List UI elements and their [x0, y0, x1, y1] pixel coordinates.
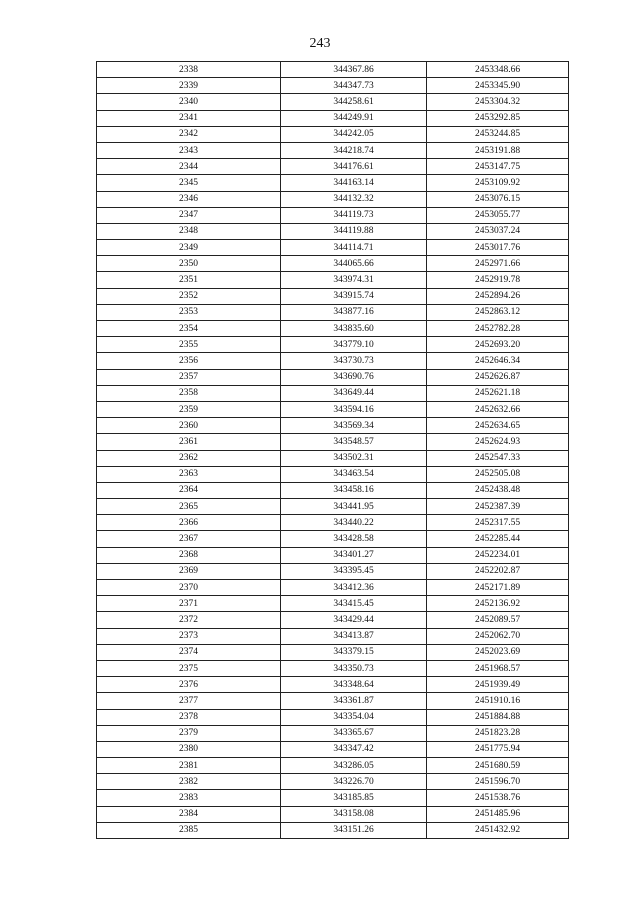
table-row	[97, 709, 569, 725]
point-number-cell: 2381	[97, 758, 281, 774]
y-coordinate-cell: 2452317.55	[427, 515, 569, 531]
table-row	[97, 94, 569, 110]
point-number-cell: 2371	[97, 596, 281, 612]
point-number-cell: 2375	[97, 660, 281, 676]
y-coordinate-cell: 2452547.33	[427, 450, 569, 466]
x-coordinate-cell: 343463.54	[281, 466, 427, 482]
y-coordinate-cell: 2453076.15	[427, 191, 569, 207]
y-coordinate-cell: 2452171.89	[427, 580, 569, 596]
y-coordinate-cell: 2452621.18	[427, 385, 569, 401]
x-coordinate-cell: 343286.05	[281, 758, 427, 774]
table-row	[97, 337, 569, 353]
y-coordinate-cell: 2452634.65	[427, 418, 569, 434]
y-coordinate-cell: 2451775.94	[427, 741, 569, 757]
y-coordinate-cell: 2452387.39	[427, 499, 569, 515]
point-number-cell: 2353	[97, 304, 281, 320]
y-coordinate-cell: 2453348.66	[427, 62, 569, 78]
y-coordinate-cell: 2453345.90	[427, 78, 569, 94]
x-coordinate-cell: 343350.73	[281, 660, 427, 676]
point-number-cell: 2373	[97, 628, 281, 644]
table-row	[97, 353, 569, 369]
x-coordinate-cell: 343779.10	[281, 337, 427, 353]
x-coordinate-cell: 343226.70	[281, 774, 427, 790]
table-row	[97, 191, 569, 207]
x-coordinate-cell: 343429.44	[281, 612, 427, 628]
point-number-cell: 2339	[97, 78, 281, 94]
y-coordinate-cell: 2453055.77	[427, 207, 569, 223]
y-coordinate-cell: 2452234.01	[427, 547, 569, 563]
point-number-cell: 2372	[97, 612, 281, 628]
x-coordinate-cell: 344176.61	[281, 159, 427, 175]
table-row	[97, 207, 569, 223]
x-coordinate-cell: 344065.66	[281, 256, 427, 272]
point-number-cell: 2364	[97, 482, 281, 498]
point-number-cell: 2379	[97, 725, 281, 741]
x-coordinate-cell: 344114.71	[281, 240, 427, 256]
y-coordinate-cell: 2451939.49	[427, 677, 569, 693]
y-coordinate-cell: 2453191.88	[427, 142, 569, 158]
table-row	[97, 159, 569, 175]
table-row	[97, 450, 569, 466]
y-coordinate-cell: 2452919.78	[427, 272, 569, 288]
table-row	[97, 644, 569, 660]
coordinates-table	[96, 61, 569, 839]
table-row	[97, 677, 569, 693]
table-row	[97, 790, 569, 806]
x-coordinate-cell: 344119.73	[281, 207, 427, 223]
point-number-cell: 2357	[97, 369, 281, 385]
point-number-cell: 2344	[97, 159, 281, 175]
point-number-cell: 2382	[97, 774, 281, 790]
point-number-cell: 2380	[97, 741, 281, 757]
x-coordinate-cell: 344132.32	[281, 191, 427, 207]
table-row	[97, 126, 569, 142]
table-row	[97, 304, 569, 320]
x-coordinate-cell: 343974.31	[281, 272, 427, 288]
x-coordinate-cell: 343428.58	[281, 531, 427, 547]
y-coordinate-cell: 2451432.92	[427, 822, 569, 838]
table-row	[97, 401, 569, 417]
table-row	[97, 418, 569, 434]
point-number-cell: 2358	[97, 385, 281, 401]
point-number-cell: 2351	[97, 272, 281, 288]
y-coordinate-cell: 2453109.92	[427, 175, 569, 191]
y-coordinate-cell: 2452626.87	[427, 369, 569, 385]
x-coordinate-cell: 343502.31	[281, 450, 427, 466]
x-coordinate-cell: 344242.05	[281, 126, 427, 142]
point-number-cell: 2348	[97, 223, 281, 239]
x-coordinate-cell: 343413.87	[281, 628, 427, 644]
point-number-cell: 2367	[97, 531, 281, 547]
table-row	[97, 693, 569, 709]
table-row	[97, 725, 569, 741]
x-coordinate-cell: 343441.95	[281, 499, 427, 515]
point-number-cell: 2368	[97, 547, 281, 563]
point-number-cell: 2350	[97, 256, 281, 272]
point-number-cell: 2345	[97, 175, 281, 191]
point-number-cell: 2369	[97, 563, 281, 579]
y-coordinate-cell: 2452202.87	[427, 563, 569, 579]
table-row	[97, 806, 569, 822]
y-coordinate-cell: 2451910.16	[427, 693, 569, 709]
x-coordinate-cell: 343548.57	[281, 434, 427, 450]
point-number-cell: 2342	[97, 126, 281, 142]
table-row	[97, 547, 569, 563]
point-number-cell: 2363	[97, 466, 281, 482]
table-row	[97, 272, 569, 288]
table-row	[97, 482, 569, 498]
x-coordinate-cell: 344347.73	[281, 78, 427, 94]
y-coordinate-cell: 2453017.76	[427, 240, 569, 256]
x-coordinate-cell: 343730.73	[281, 353, 427, 369]
y-coordinate-cell: 2452971.66	[427, 256, 569, 272]
x-coordinate-cell: 343365.67	[281, 725, 427, 741]
y-coordinate-cell: 2453292.85	[427, 110, 569, 126]
y-coordinate-cell: 2451968.57	[427, 660, 569, 676]
point-number-cell: 2356	[97, 353, 281, 369]
y-coordinate-cell: 2451538.76	[427, 790, 569, 806]
x-coordinate-cell: 343379.15	[281, 644, 427, 660]
y-coordinate-cell: 2452646.34	[427, 353, 569, 369]
point-number-cell: 2354	[97, 321, 281, 337]
x-coordinate-cell: 343354.04	[281, 709, 427, 725]
y-coordinate-cell: 2452782.28	[427, 321, 569, 337]
point-number-cell: 2355	[97, 337, 281, 353]
table-row	[97, 78, 569, 94]
y-coordinate-cell: 2451823.28	[427, 725, 569, 741]
y-coordinate-cell: 2452624.93	[427, 434, 569, 450]
x-coordinate-cell: 343415.45	[281, 596, 427, 612]
y-coordinate-cell: 2451680.59	[427, 758, 569, 774]
table-row	[97, 499, 569, 515]
table-row	[97, 240, 569, 256]
x-coordinate-cell: 343361.87	[281, 693, 427, 709]
table-row	[97, 256, 569, 272]
point-number-cell: 2362	[97, 450, 281, 466]
y-coordinate-cell: 2452285.44	[427, 531, 569, 547]
y-coordinate-cell: 2452693.20	[427, 337, 569, 353]
x-coordinate-cell: 343877.16	[281, 304, 427, 320]
table-row	[97, 660, 569, 676]
x-coordinate-cell: 343348.64	[281, 677, 427, 693]
point-number-cell: 2384	[97, 806, 281, 822]
table-row	[97, 531, 569, 547]
point-number-cell: 2365	[97, 499, 281, 515]
table-row	[97, 822, 569, 838]
y-coordinate-cell: 2452863.12	[427, 304, 569, 320]
y-coordinate-cell: 2453037.24	[427, 223, 569, 239]
y-coordinate-cell: 2451596.70	[427, 774, 569, 790]
y-coordinate-cell: 2452062.70	[427, 628, 569, 644]
y-coordinate-cell: 2453304.32	[427, 94, 569, 110]
point-number-cell: 2374	[97, 644, 281, 660]
table-row	[97, 369, 569, 385]
y-coordinate-cell: 2452632.66	[427, 401, 569, 417]
y-coordinate-cell: 2451884.88	[427, 709, 569, 725]
table-row	[97, 612, 569, 628]
point-number-cell: 2341	[97, 110, 281, 126]
point-number-cell: 2385	[97, 822, 281, 838]
coordinates-table-body	[97, 62, 569, 839]
table-row	[97, 758, 569, 774]
point-number-cell: 2360	[97, 418, 281, 434]
x-coordinate-cell: 344218.74	[281, 142, 427, 158]
point-number-cell: 2340	[97, 94, 281, 110]
point-number-cell: 2361	[97, 434, 281, 450]
x-coordinate-cell: 343401.27	[281, 547, 427, 563]
table-row	[97, 515, 569, 531]
table-row	[97, 466, 569, 482]
x-coordinate-cell: 343690.76	[281, 369, 427, 385]
x-coordinate-cell: 344119.88	[281, 223, 427, 239]
table-row	[97, 175, 569, 191]
table-row	[97, 288, 569, 304]
table-row	[97, 563, 569, 579]
point-number-cell: 2376	[97, 677, 281, 693]
x-coordinate-cell: 344258.61	[281, 94, 427, 110]
x-coordinate-cell: 343835.60	[281, 321, 427, 337]
x-coordinate-cell: 343569.34	[281, 418, 427, 434]
y-coordinate-cell: 2451485.96	[427, 806, 569, 822]
x-coordinate-cell: 343649.44	[281, 385, 427, 401]
y-coordinate-cell: 2452136.92	[427, 596, 569, 612]
x-coordinate-cell: 343915.74	[281, 288, 427, 304]
x-coordinate-cell: 343594.16	[281, 401, 427, 417]
x-coordinate-cell: 343185.85	[281, 790, 427, 806]
y-coordinate-cell: 2452505.08	[427, 466, 569, 482]
x-coordinate-cell: 343412.36	[281, 580, 427, 596]
point-number-cell: 2338	[97, 62, 281, 78]
point-number-cell: 2370	[97, 580, 281, 596]
table-row	[97, 385, 569, 401]
table-row	[97, 628, 569, 644]
y-coordinate-cell: 2453244.85	[427, 126, 569, 142]
table-row	[97, 142, 569, 158]
point-number-cell: 2383	[97, 790, 281, 806]
page-number: 243	[309, 36, 331, 51]
x-coordinate-cell: 344163.14	[281, 175, 427, 191]
y-coordinate-cell: 2453147.75	[427, 159, 569, 175]
x-coordinate-cell: 344249.91	[281, 110, 427, 126]
point-number-cell: 2366	[97, 515, 281, 531]
point-number-cell: 2346	[97, 191, 281, 207]
x-coordinate-cell: 344367.86	[281, 62, 427, 78]
point-number-cell: 2377	[97, 693, 281, 709]
table-row	[97, 774, 569, 790]
y-coordinate-cell: 2452023.69	[427, 644, 569, 660]
point-number-cell: 2359	[97, 401, 281, 417]
x-coordinate-cell: 343347.42	[281, 741, 427, 757]
point-number-cell: 2343	[97, 142, 281, 158]
table-row	[97, 223, 569, 239]
table-row	[97, 62, 569, 78]
x-coordinate-cell: 343151.26	[281, 822, 427, 838]
table-row	[97, 110, 569, 126]
x-coordinate-cell: 343158.08	[281, 806, 427, 822]
y-coordinate-cell: 2452089.57	[427, 612, 569, 628]
point-number-cell: 2349	[97, 240, 281, 256]
table-row	[97, 596, 569, 612]
point-number-cell: 2352	[97, 288, 281, 304]
x-coordinate-cell: 343440.22	[281, 515, 427, 531]
x-coordinate-cell: 343458.16	[281, 482, 427, 498]
table-row	[97, 434, 569, 450]
x-coordinate-cell: 343395.45	[281, 563, 427, 579]
point-number-cell: 2378	[97, 709, 281, 725]
y-coordinate-cell: 2452438.48	[427, 482, 569, 498]
point-number-cell: 2347	[97, 207, 281, 223]
y-coordinate-cell: 2452894.26	[427, 288, 569, 304]
table-row	[97, 321, 569, 337]
table-row	[97, 580, 569, 596]
table-row	[97, 741, 569, 757]
